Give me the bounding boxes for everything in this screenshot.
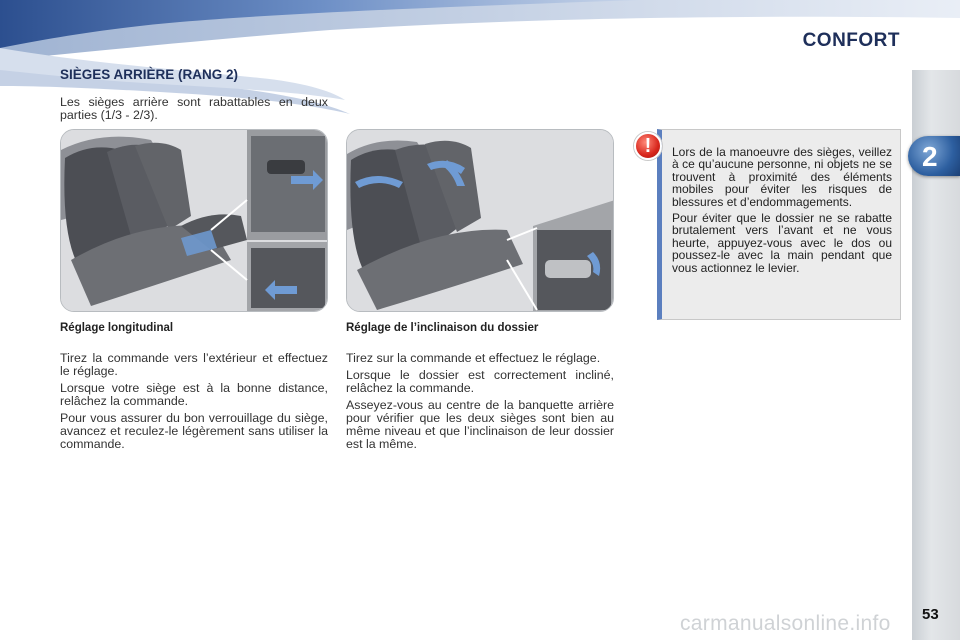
intro-text: Les sièges arrière sont rabattables en deux parties (1/3 - 2/3).: [60, 95, 328, 122]
chapter-number: 2: [922, 141, 938, 172]
warning-paragraph: Pour éviter que le dossier ne se rabatte brutalement vers l’avant et ne vous heurte, appuyez-vous avec le dos ou poussez-le avec la main pendant que vous actionnez le levier.: [672, 211, 892, 275]
chapter-tab: [908, 136, 960, 176]
left-paragraph: Tirez la commande vers l’extérieur et effectuez le réglage.: [60, 351, 328, 378]
page-number: 53: [922, 606, 939, 623]
left-paragraph: Lorsque votre siège est à la bonne distance, relâchez la commande.: [60, 381, 328, 408]
right-heading: Réglage de l’inclinaison du dossier: [346, 322, 539, 334]
longitudinal-adjustment-photo: [60, 129, 328, 312]
left-paragraph: Pour vous assurer du bon verrouillage du siège, avancez et reculez-le légèrement sans utiliser la commande.: [60, 411, 328, 451]
backrest-recline-photo: [346, 129, 614, 312]
section-title: SIÈGES ARRIÈRE (RANG 2): [60, 67, 239, 82]
right-column-text: [346, 352, 614, 455]
left-heading: Réglage longitudinal: [60, 322, 174, 334]
warning-paragraph: Lors de la manoeuvre des sièges, veillez à ce qu’aucune personne, ni objets ne se trouvent à proximité des éléments mobiles pour éviter les risques de blessures et d’endommagements.: [672, 145, 892, 209]
exclamation-icon: !: [634, 132, 662, 160]
chapter-title: CONFORT: [802, 30, 900, 51]
right-paragraph: Asseyez-vous au centre de la banquette arrière pour vérifier que les deux sièges sont bien au même niveau et que l’inclinaison de leur dossier est la même.: [346, 398, 614, 451]
warning-text: [672, 146, 892, 278]
left-column-text: [60, 352, 328, 455]
watermark: carmanualsonline.info: [680, 612, 891, 635]
right-paragraph: Lorsque le dossier est correctement incliné, relâchez la commande.: [346, 368, 614, 395]
right-paragraph: Tirez sur la commande et effectuez le réglage.: [346, 351, 601, 365]
